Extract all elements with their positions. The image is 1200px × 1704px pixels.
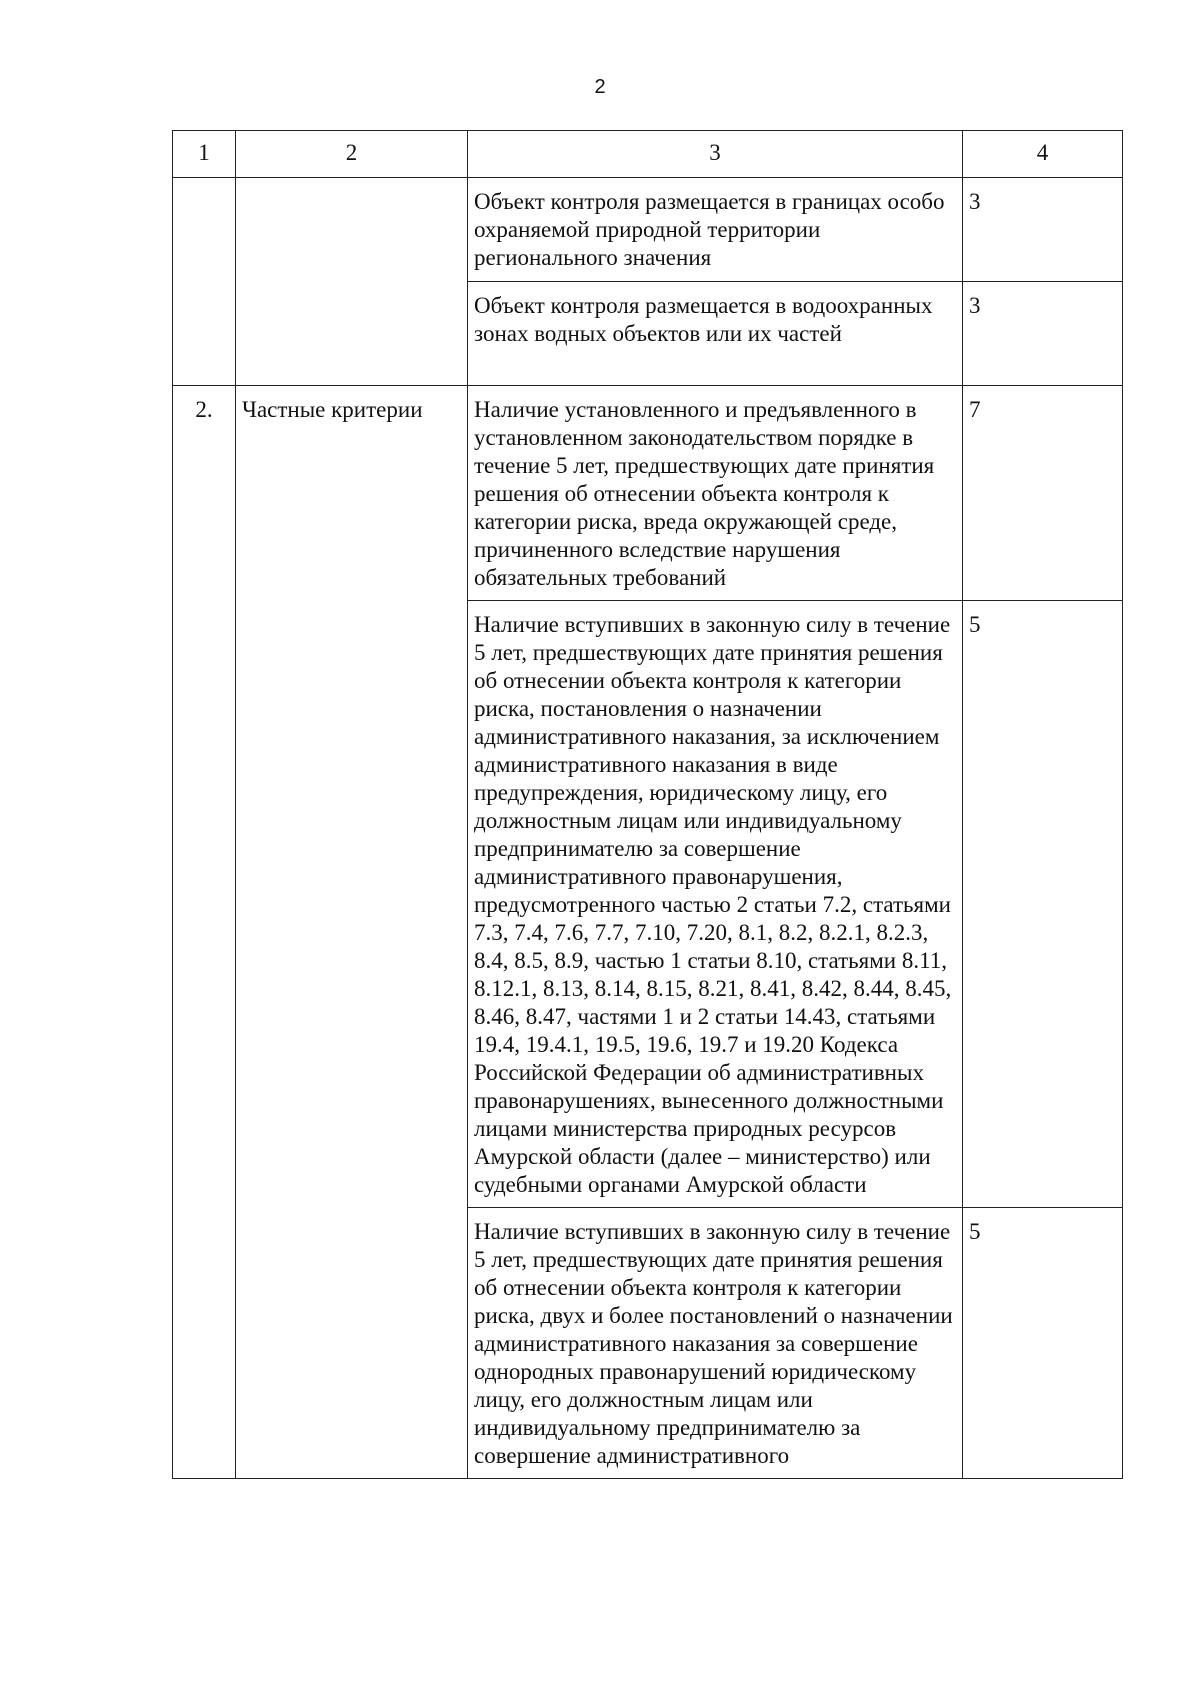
description-cell: Наличие вступивших в законную силу в течение 5 лет, предшествующих дате принятия решения об отнесении объекта контроля к категории риска, двух и более постановлений о назначении административного наказания за совершение однородных правонарушений юридическому лицу, его должностным лицам или индивидуальному предпринимателю за совершение административного: [468, 1208, 963, 1479]
description-cell: Наличие вступивших в законную силу в течение 5 лет, предшествующих дате принятия решения об отнесении объекта контроля к категории риска, постановления о назначении административного наказания, за исключением административного наказания в виде предупреждения, юридическому лицу, его должностным лицам или индивидуальному предпринимателю за совершение административного правонарушения, предусмотренного частью 2 статьи 7.2, статьями 7.3, 7.4, 7.6, 7.7, 7.10, 7.20, 8.1, 8.2, 8.2.1, 8.2.3, 8.4, 8.5, 8.9, частью 1 статьи 8.10, статьями 8.11, 8.12.1, 8.13, 8.14, 8.15, 8.21, 8.41, 8.42, 8.44, 8.45, 8.46, 8.47, частями 1 и 2 статьи 14.43, статьями 19.4, 19.4.1, 19.5, 19.6, 19.7 и 19.20 Кодекса Российской Федерации об административных правонарушениях, вынесенного должностными лицами министерства природных ресурсов Амурской области (далее – министерство) или судебными органами Амурской области: [468, 601, 963, 1208]
header-col-4: 4: [963, 131, 1123, 178]
table-row: [173, 386, 1123, 601]
table-row: [173, 178, 1123, 282]
header-col-3: 3: [468, 131, 963, 178]
header-col-1: 1: [173, 131, 236, 178]
row-number: [173, 178, 236, 386]
score-cell: 5: [963, 1208, 1123, 1479]
page-number: 2: [594, 76, 606, 98]
row-number: 2.: [173, 386, 236, 1479]
score-cell: 3: [963, 282, 1123, 386]
score-cell: 5: [963, 601, 1123, 1208]
score-cell: 3: [963, 178, 1123, 282]
description-cell: Наличие установленного и предъявленного в установленном законодательством порядке в течение 5 лет, предшествующих дате принятия решения об отнесении объекта контроля к категории риска, вреда окружающей среде, причиненного вследствие нарушения обязательных требований: [468, 386, 963, 601]
header-col-2: 2: [236, 131, 468, 178]
description-cell: Объект контроля размещается в границах особо охраняемой природной территории регионального значения: [468, 178, 963, 282]
description-cell: Объект контроля размещается в водоохранных зонах водных объектов или их частей: [468, 282, 963, 386]
criterion-cell: Частные критерии: [236, 386, 468, 1479]
risk-criteria-table: [172, 130, 1123, 1479]
score-cell: 7: [963, 386, 1123, 601]
criterion-cell: [236, 178, 468, 386]
table-header-row: [173, 131, 1123, 178]
